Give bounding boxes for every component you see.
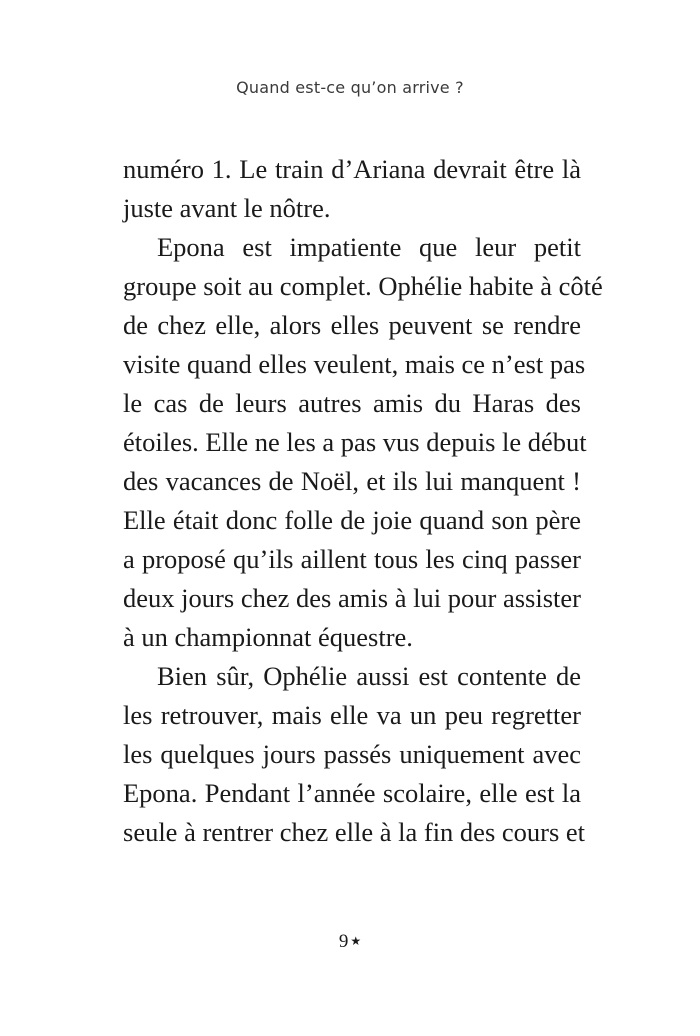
text-line: les retrouver, mais elle va un peu regretter (123, 700, 581, 730)
text-line: visite quand elles veulent, mais ce n’est pas (123, 349, 586, 379)
text-line: les quelques jours passés uniquement avec (123, 739, 581, 769)
page-number-value: 9 (338, 931, 349, 952)
star-icon: ★ (350, 934, 362, 948)
text-line: Epona. Pendant l’année scolaire, elle est la (123, 778, 581, 808)
text-line: deux jours chez des amis à lui pour assister (123, 583, 581, 613)
text-line: groupe soit au complet. Ophélie habite à côté (123, 271, 603, 301)
text-line: Epona est impatiente que leur petit (157, 232, 581, 262)
text-line: des vacances de Noël, et ils lui manquent ! (123, 466, 581, 496)
text-line: étoiles. Elle ne les a pas vus depuis le début (123, 427, 587, 457)
text-line: juste avant le nôtre. (123, 193, 331, 223)
page-number (0, 931, 700, 953)
text-line: numéro 1. Le train d’Ariana devrait être là (123, 154, 581, 184)
text-line: à un championnat équestre. (123, 622, 413, 652)
text-line: de chez elle, alors elles peuvent se rendre (123, 310, 581, 340)
text-line: a proposé qu’ils aillent tous les cinq passer (123, 544, 581, 574)
body-text (123, 150, 603, 852)
text-line: le cas de leurs autres amis du Haras des (123, 388, 581, 418)
text-line: Elle était donc folle de joie quand son père (123, 505, 581, 535)
running-head: Quand est-ce qu’on arrive ? (236, 78, 464, 97)
text-line: seule à rentrer chez elle à la fin des cours et (123, 817, 586, 847)
text-line: Bien sûr, Ophélie aussi est contente de (157, 661, 581, 691)
